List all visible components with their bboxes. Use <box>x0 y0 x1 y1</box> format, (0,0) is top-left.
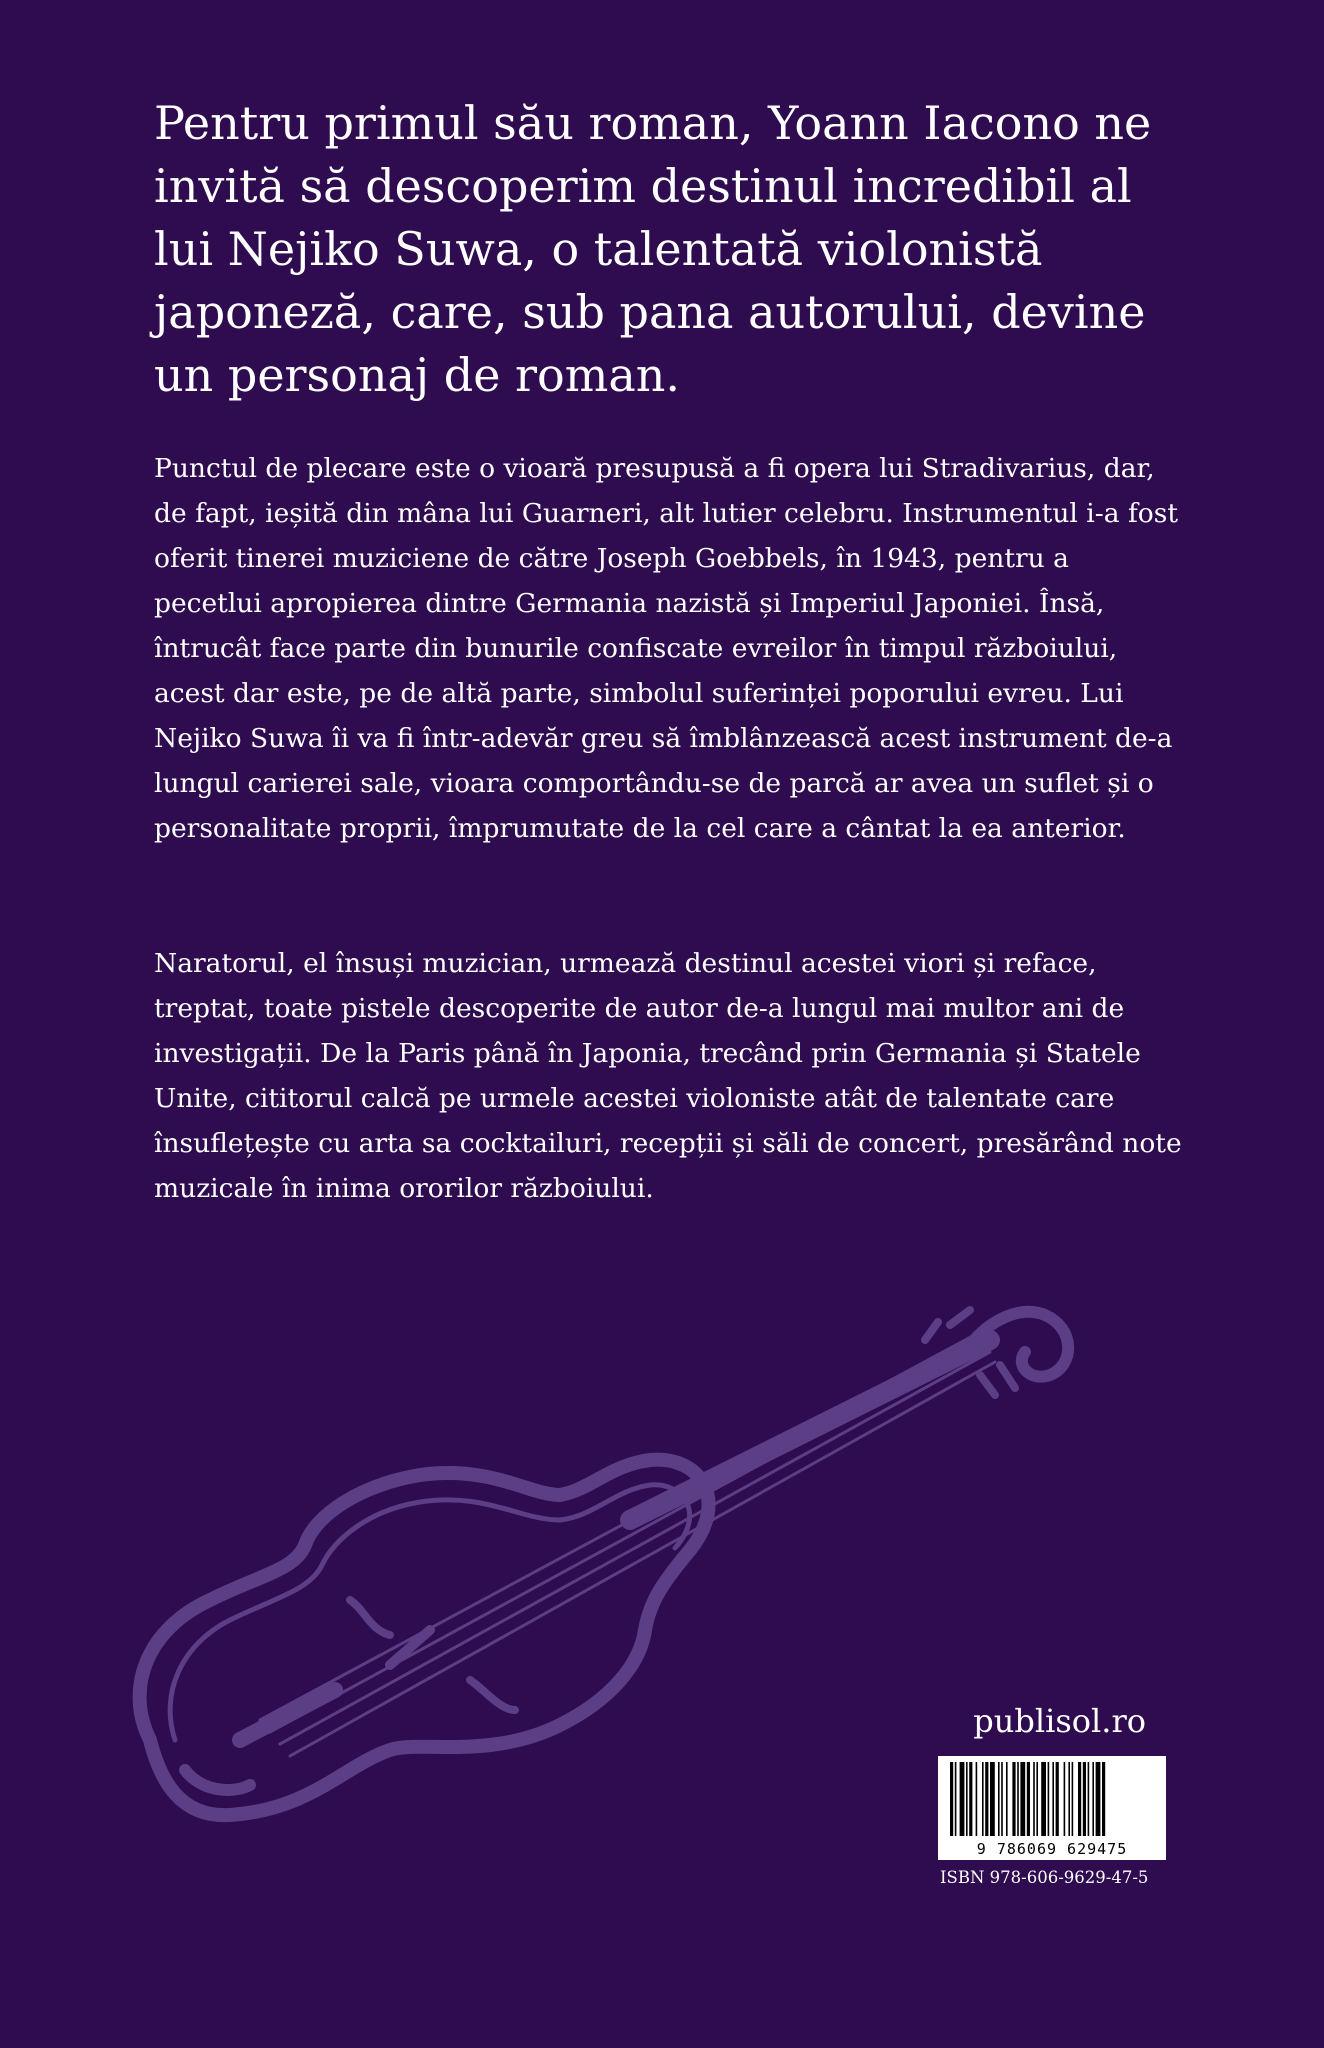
barcode-bar <box>976 1762 978 1836</box>
barcode-bar <box>1041 1762 1046 1836</box>
barcode-bar <box>955 1762 957 1836</box>
barcode-bar <box>1088 1762 1090 1836</box>
barcode-bar <box>1048 1762 1050 1836</box>
barcode-bar <box>982 1762 984 1836</box>
barcode-bar <box>1033 1762 1035 1836</box>
isbn-number: ISBN 978-606-9629-47-5 <box>940 1868 1149 1887</box>
barcode-bar <box>1102 1762 1105 1836</box>
barcode-bar <box>1017 1762 1019 1836</box>
barcode-bar <box>966 1762 968 1836</box>
body-paragraph-1: Punctul de plecare este o vioară presupusă a fi opera lui Stradivarius, dar, de fapt, ieșită din mâna lui Guarneri, alt lutier celebru. Instrumentul i-a fost oferit tinerei muziciene de către Joseph Goebbels, în 1943, pentru a pecetlui apropierea dintre Germania nazistă și Imperiul Japoniei. Însă, întrucât face parte din bunurile confiscate evreilor în timpul războiului, acest dar este, pe de altă parte, simbolul suferinței poporului evreu. Lui Nejiko Suwa îi va fi într-adevăr greu să îmblânzească acest instrument de-a lungul carierei sale, vioara comportându-se de parcă ar avea un suflet și o personalitate proprii, împrumutate de la cel care a cântat la ea anterior. <box>154 453 1178 844</box>
lead-text: Pentru primul său roman, Yoann Iacono ne invită să descoperim destinul incredibil al lui Nejiko Suwa, o talentată violonistă japoneză, care, sub pana autorului, devine un personaj de roman. <box>154 96 1152 402</box>
barcode-bar <box>1092 1762 1094 1836</box>
barcode-bar <box>1056 1762 1059 1836</box>
barcode-bar <box>1027 1762 1030 1836</box>
barcode <box>938 1756 1166 1860</box>
barcode-bar <box>998 1762 1000 1836</box>
barcode-bar <box>1096 1762 1101 1836</box>
barcode-bar <box>1036 1762 1038 1836</box>
publisher-website: publisol.ro <box>973 1702 1146 1740</box>
body-paragraph-2: Naratorul, el însuși muzician, urmează destinul acestei viori și reface, treptat, toate pistele descoperite de autor de-a lungul mai multor ani de investigații. De la Paris până în Japonia, trecând prin Germania și Statele Unite, cititorul calcă pe urmele acestei violoniste atât de talentate care însuflețește cu arta sa cocktailuri, recepții și săli de concert, presărând note muzicale în inima ororilor războiului. <box>154 948 1182 1204</box>
barcode-bar <box>1083 1762 1086 1836</box>
barcode-bar <box>990 1762 995 1836</box>
barcode-bar <box>1068 1762 1070 1836</box>
barcode-bar <box>1012 1762 1015 1836</box>
barcode-bar <box>969 1762 972 1836</box>
violin-icon <box>90 1270 1090 1830</box>
barcode-bar <box>1020 1762 1025 1836</box>
barcode-bars <box>938 1756 1166 1840</box>
barcode-bar <box>1064 1762 1066 1836</box>
barcode-digits: 9 786069 629475 <box>976 1840 1128 1858</box>
barcode-bar <box>960 1762 965 1836</box>
barcode-bar <box>1006 1762 1008 1836</box>
barcode-bar <box>1072 1762 1074 1836</box>
barcode-bar <box>985 1762 988 1836</box>
barcode-bar <box>950 1762 953 1836</box>
barcode-bar <box>1001 1762 1003 1836</box>
barcode-bar <box>1078 1762 1081 1836</box>
barcode-bar <box>1052 1762 1054 1836</box>
